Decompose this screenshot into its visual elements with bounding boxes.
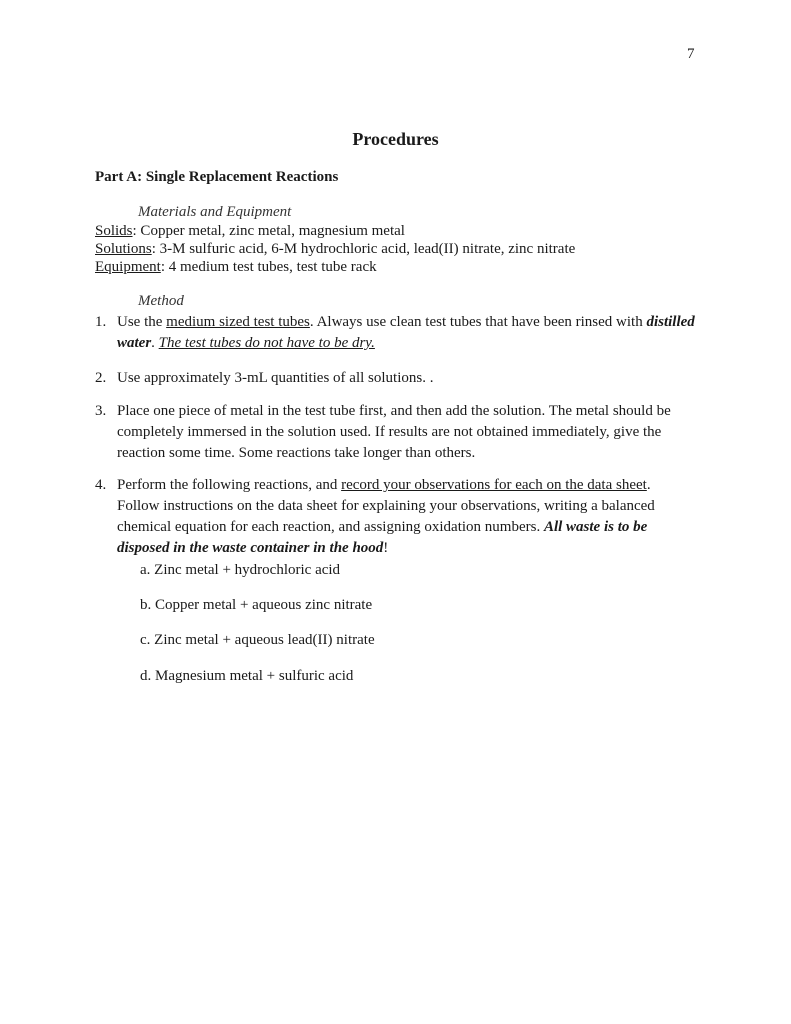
step-3-text: Place one piece of metal in the test tube first, and then add the solution. The metal should be completely immersed in the solution used. If results are not obtained immediately, give the reaction some time. Some reactions take longer than others. bbox=[117, 403, 671, 461]
step-number: 2. bbox=[95, 370, 107, 386]
solids-text: : Copper metal, zinc metal, magnesium metal bbox=[132, 223, 405, 239]
equipment-line bbox=[95, 259, 377, 276]
step-1-text-italic-underlined: The test tubes do not have to be dry. bbox=[158, 335, 375, 351]
solutions-label: Solutions bbox=[95, 241, 152, 257]
step-1-text-c: . Always use clean test tubes that have been rinsed with bbox=[309, 314, 647, 330]
step-1-text-bold: distilled water bbox=[117, 314, 695, 351]
step-2-text: Use approximately 3-mL quantities of all solutions. . bbox=[117, 370, 434, 386]
step-number: 1. bbox=[95, 314, 107, 330]
step-4-text-underlined: record your observations for each on the data sheet bbox=[341, 477, 647, 493]
method-step-4 bbox=[95, 475, 695, 559]
solids-line bbox=[95, 223, 405, 240]
method-step-1 bbox=[95, 312, 695, 354]
step-1-text-a: Use the bbox=[117, 314, 167, 330]
method-heading: Method bbox=[138, 293, 184, 309]
method-step-2 bbox=[95, 368, 695, 389]
step-1-text-e: . bbox=[151, 335, 159, 351]
solutions-text: : 3-M sulfuric acid, 6-M hydrochloric acid, lead(II) nitrate, zinc nitrate bbox=[151, 241, 576, 257]
page-title: Procedures bbox=[352, 129, 439, 149]
equipment-label: Equipment bbox=[95, 259, 161, 275]
reaction-item: a. Zinc metal + hydrochloric acid bbox=[140, 562, 341, 578]
page-number: 7 bbox=[687, 46, 695, 62]
step-4-text-a: Perform the following reactions, and bbox=[117, 477, 342, 493]
reaction-item: c. Zinc metal + aqueous lead(II) nitrate bbox=[140, 632, 375, 648]
materials-heading: Materials and Equipment bbox=[138, 204, 292, 220]
method-step-3 bbox=[95, 401, 695, 464]
step-4-text-bold: All waste is to be disposed in the waste container in the hood bbox=[117, 519, 648, 556]
step-1-text-underlined: medium sized test tubes bbox=[166, 314, 310, 330]
reaction-item: b. Copper metal + aqueous zinc nitrate bbox=[140, 597, 373, 613]
step-4-text-c: . Follow instructions on the data sheet for explaining your observations, writing a balanced chemical equation for each reaction, and assigning oxidation numbers. bbox=[117, 477, 655, 535]
step-number: 4. bbox=[95, 477, 107, 493]
step-number: 3. bbox=[95, 403, 107, 419]
solids-label: Solids bbox=[95, 223, 133, 239]
step-4-text-e: ! bbox=[383, 540, 389, 556]
part-a-heading: Part A: Single Replacement Reactions bbox=[95, 169, 339, 185]
equipment-text: : 4 medium test tubes, test tube rack bbox=[160, 259, 377, 275]
solutions-line bbox=[95, 241, 575, 258]
reaction-item: d. Magnesium metal + sulfuric acid bbox=[140, 668, 354, 684]
